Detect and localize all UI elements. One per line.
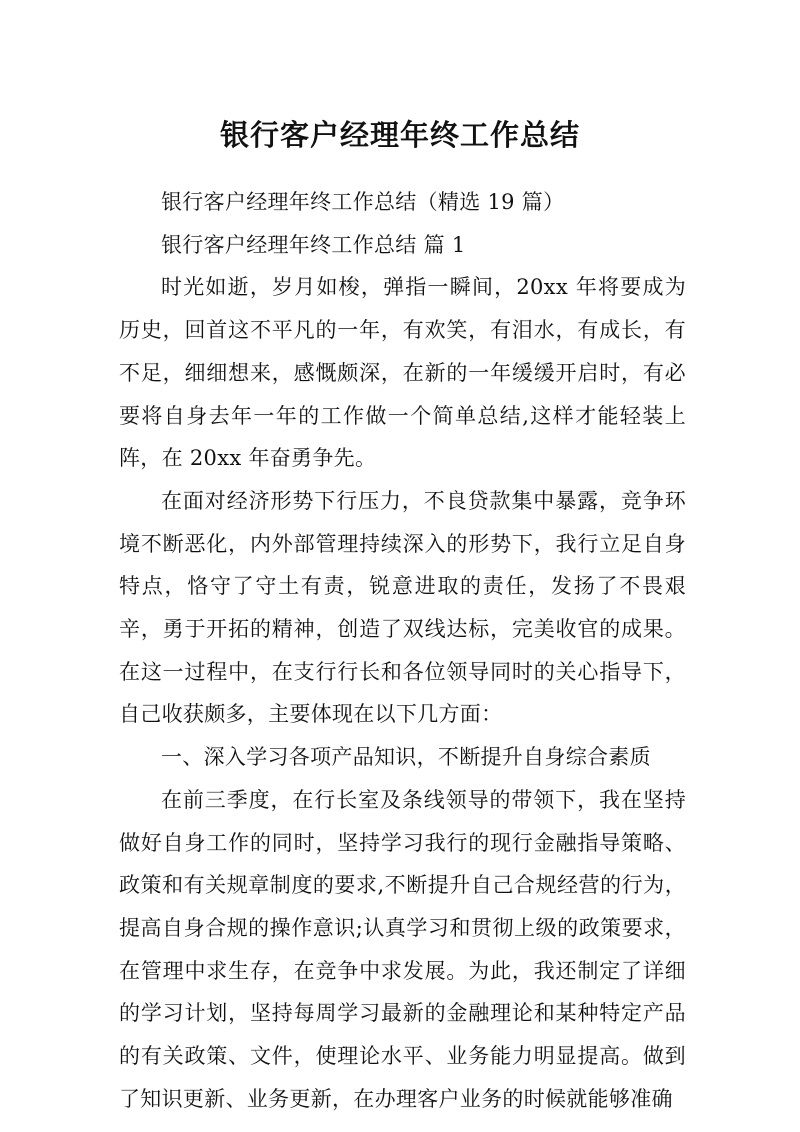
document-body	[119, 181, 686, 1120]
point-heading: 一、深入学习各项产品知识，不断提升自身综合素质	[161, 745, 651, 770]
body-paragraph-2: 在面对经济形势下行压力，不良贷款集中暴露，竞争环境不断恶化，内外部管理持续深入的形势下，我行立足自身特点，恪守了守土有责，锐意进取的责任，发扬了不畏艰辛，勇于开拓的精神，创造了双线达标，完美收官的成果。在这一过程中，在支行行长和各位领导同时的关心指导下，自己收获颇多，主要体现在以下几方面：	[119, 488, 686, 727]
document-title: 银行客户经理年终工作总结	[219, 118, 580, 153]
section-heading: 银行客户经理年终工作总结 篇 1	[161, 232, 466, 257]
document-subtitle: 银行客户经理年终工作总结（精选 19 篇）	[161, 190, 565, 214]
point-paragraph: 在前三季度，在行长室及条线领导的带领下，我在坚持做好自身工作的同时，坚持学习我行的现行金融指导策略、政策和有关规章制度的要求,不断提升自己合规经营的行为，提高自身合规的操作意识;认真学习和贯彻上级的政策要求，在管理中求生存，在竞争中求发展。为此，我还制定了详细的学习计划，坚持每周学习最新的金融理论和某种特定产品的有关政策、文件，使理论水平、业务能力明显提高。做到了知识更新、业务更新，在办理客户业务的时候就能够准确	[119, 787, 686, 1111]
body-paragraph-1: 时光如逝，岁月如梭，弹指一瞬间，20xx 年将要成为历史，回首这不平凡的一年，有欢笑，有泪水，有成长，有不足，细细想来，感慨颇深，在新的一年缓缓开启时，有必要将自身去年一年的工作做一个简单总结,这样才能轻装上阵，在 20xx 年奋勇争先。	[119, 275, 686, 471]
